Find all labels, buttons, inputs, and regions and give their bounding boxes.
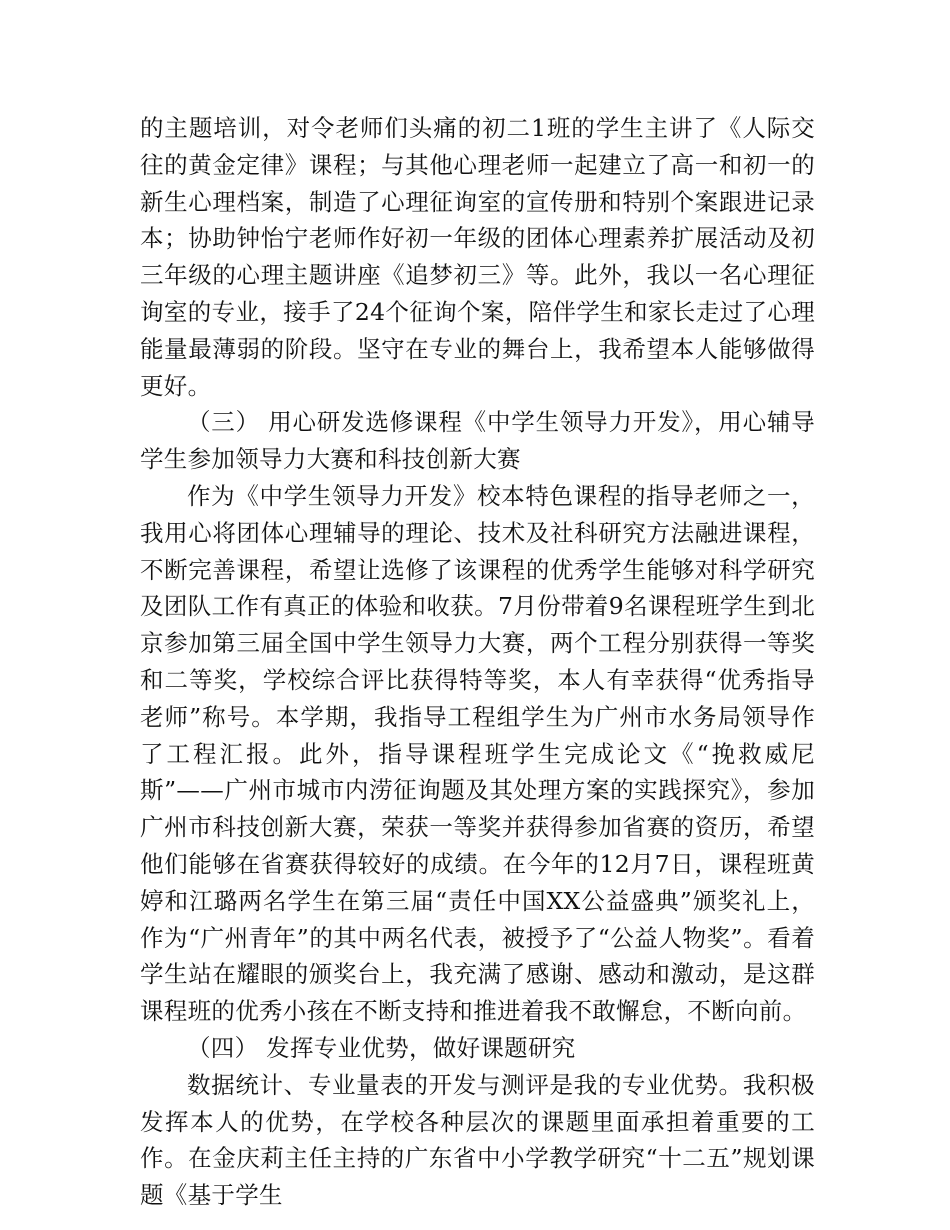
paragraph-continuation: 的主题培训，对令老师们头痛的初二1班的学生主讲了《人际交往的黄金定律》课程；与其他心理老师一起建立了高一和初一的新生心理档案，制造了心理征询室的宣传册和特别个案跟进记录本；协助钟怡宁老师作好初一年级的团体心理素养扩展活动及初三年级的心理主题讲座《追梦初三》等。此外，我以一名心理征询室的专业，接手了24个征询个案，陪伴学生和家长走过了心理能量最薄弱的阶段。坚守在专业的舞台上，我希望本人能够做得更好。: [140, 114, 815, 400]
section-heading-three: （三） 用心研发选修课程《中学生领导力开发》，用心辅导学生参加领导力大赛和科技创新大赛: [140, 408, 815, 474]
paragraph-leadership-course: 作为《中学生领导力开发》校本特色课程的指导老师之一，我用心将团体心理辅导的理论、技术及社科研究方法融进课程，不断完善课程，希望让选修了该课程的优秀学生能够对科学研究及团队工作有真正的体验和收获。7月份带着9名课程班学生到北京参加第三届全国中学生领导力大赛，两个工程分别获得一等奖和二等奖，学校综合评比获得特等奖，本人有幸获得“优秀指导老师”称号。本学期，我指导工程组学生为广州市水务局领导作了工程汇报。此外，指导课程班学生完成论文《“挽救威尼斯”——广州市城市内涝征询题及其处理方案的实践探究》，参加广州市科技创新大赛，荣获一等奖并获得参加省赛的资历，希望他们能够在省赛获得较好的成绩。在今年的12月7日，课程班黄婷和江璐两名学生在第三届“责任中国XX公益盛典”颁奖礼上，作为“广州青年”的其中两名代表，被授予了“公益人物奖”。看着学生站在耀眼的颁奖台上，我充满了感谢、感动和激动，是这群课程班的优秀小孩在不断支持和推进着我不敢懈怠，不断向前。: [140, 481, 815, 1026]
section-heading-four: （四） 发挥专业优势，做好课题研究: [187, 1033, 576, 1062]
document-body: [140, 110, 815, 1214]
paragraph-research: 数据统计、专业量表的开发与测评是我的专业优势。我积极发挥本人的优势，在学校各种层次的课题里面承担着重要的工作。在金庆莉主任主持的广东省中小学教学研究“十二五”规划课题《基于学生: [140, 1070, 815, 1210]
